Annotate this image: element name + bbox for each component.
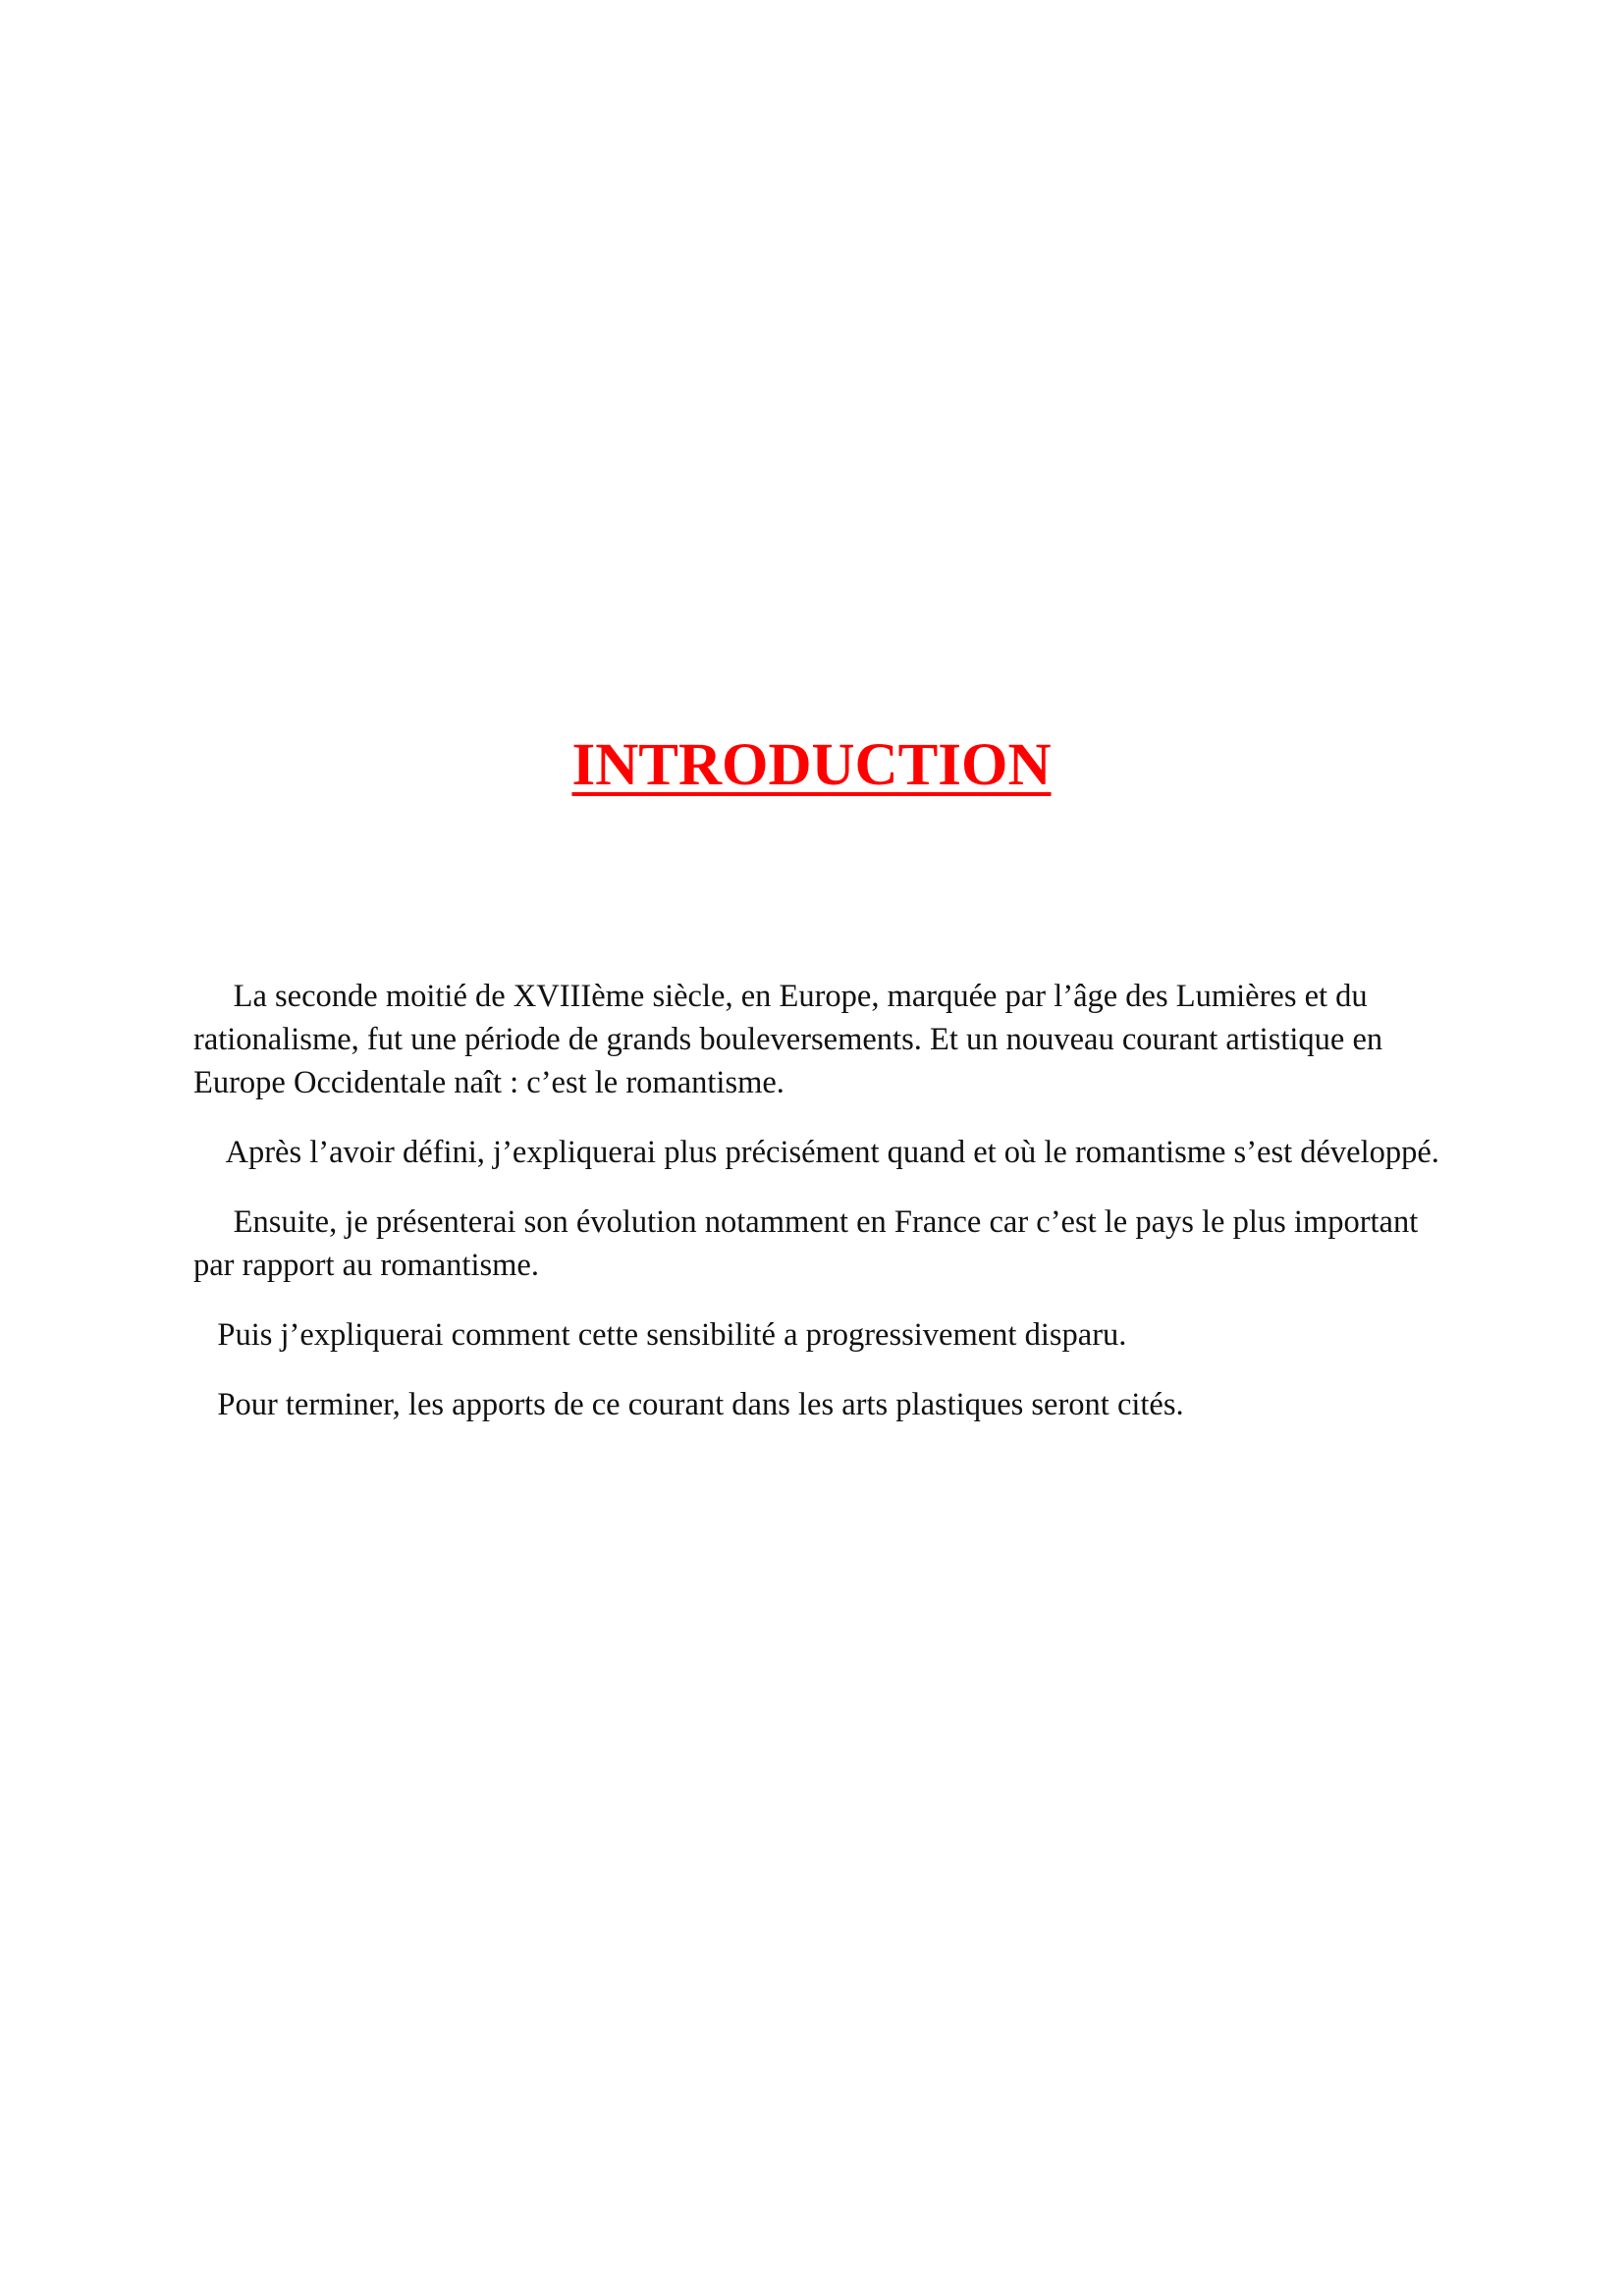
paragraph-4: Puis j’expliquerai comment cette sensibilité a progressivement disparu. bbox=[193, 1317, 1127, 1353]
paragraph-5: Pour terminer, les apports de ce courant dans les arts plastiques seront cités. bbox=[193, 1387, 1184, 1422]
paragraph-3: Ensuite, je présenterai son évolution notamment en France car c’est le pays le plus important par rapport au romantisme. bbox=[193, 1204, 1427, 1283]
introduction-body bbox=[193, 975, 1440, 1453]
page-title: INTRODUCTION bbox=[571, 732, 1052, 798]
paragraph-2: Après l’avoir défini, j’expliquerai plus précisément quand et où le romantisme s’est développé. bbox=[193, 1135, 1439, 1170]
paragraph-1: La seconde moitié de XVIIIème siècle, en Europe, marquée par l’âge des Lumières et du rationalisme, fut une période de grands bouleversements. Et un nouveau courant artistique en Europe Occidentale naît : c’est le romantisme. bbox=[193, 979, 1391, 1100]
